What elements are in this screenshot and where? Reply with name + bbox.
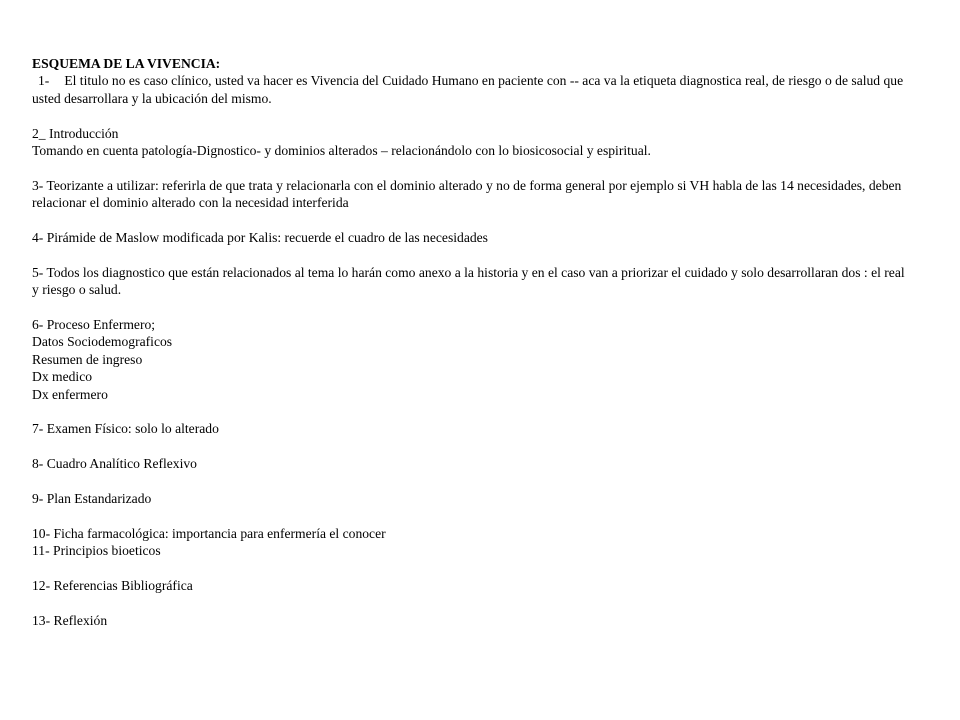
item-11-text: 11- Principios bioeticos (32, 543, 161, 559)
item-5-text: 5- Todos los diagnostico que están relacionados al tema lo harán como anexo a la historia y en el caso van a priorizar el cuidado y solo desarrollaran dos : el real y riesgo o salud. (32, 264, 905, 298)
item-1-number: 1- (38, 73, 50, 89)
item-2-text: Tomando en cuenta patología-Dignostico- y dominios alterados – relacionándolo con lo biosicosocial y espiritual. (32, 143, 651, 159)
item-6-subitem: Datos Sociodemograficos (32, 334, 173, 350)
spacer (32, 473, 912, 490)
item-1-text: El titulo no es caso clínico, usted va hacer es Vivencia del Cuidado Humano en paciente con -- aca va la etiqueta diagnostica real, de riesgo o de salud que usted desarrollara y la ubicación del mismo. (32, 73, 904, 106)
spacer (32, 438, 912, 455)
item-9-text: 9- Plan Estandarizado (32, 491, 152, 507)
item-1 (32, 72, 912, 107)
document-title: ESQUEMA DE LA VIVENCIA: (32, 56, 221, 71)
spacer (32, 246, 912, 263)
spacer (32, 594, 912, 611)
item-12-text: 12- Referencias Bibliográfica (32, 578, 193, 594)
spacer (32, 299, 912, 316)
item-3-text: 3- Teorizante a utilizar: referirla de que trata y relacionarla con el dominio alterado y no de forma general por ejemplo si VH habla de las 14 necesidades, deben relacionar el dominio alterado con la necesidad interferida (32, 177, 902, 211)
item-6-heading: 6- Proceso Enfermero; (32, 317, 156, 333)
spacer (32, 507, 912, 524)
spacer (32, 212, 912, 229)
item-6-subitem: Dx medico (32, 369, 93, 385)
document-page (32, 55, 912, 629)
item-7-text: 7- Examen Físico: solo lo alterado (32, 421, 219, 437)
spacer (32, 159, 912, 176)
item-4-text: 4- Pirámide de Maslow modificada por Kalis: recuerde el cuadro de las necesidades (32, 230, 488, 246)
spacer (32, 560, 912, 577)
spacer (32, 107, 912, 124)
item-13-text: 13- Reflexión (32, 612, 108, 628)
item-6-subitem: Resumen de ingreso (32, 351, 143, 367)
spacer (32, 403, 912, 420)
item-2-heading: 2_ Introducción (32, 125, 119, 141)
item-6-subitem: Dx enfermero (32, 386, 108, 402)
item-8-text: 8- Cuadro Analítico Reflexivo (32, 456, 197, 472)
item-10-text: 10- Ficha farmacológica: importancia para enfermería el conocer (32, 525, 386, 541)
